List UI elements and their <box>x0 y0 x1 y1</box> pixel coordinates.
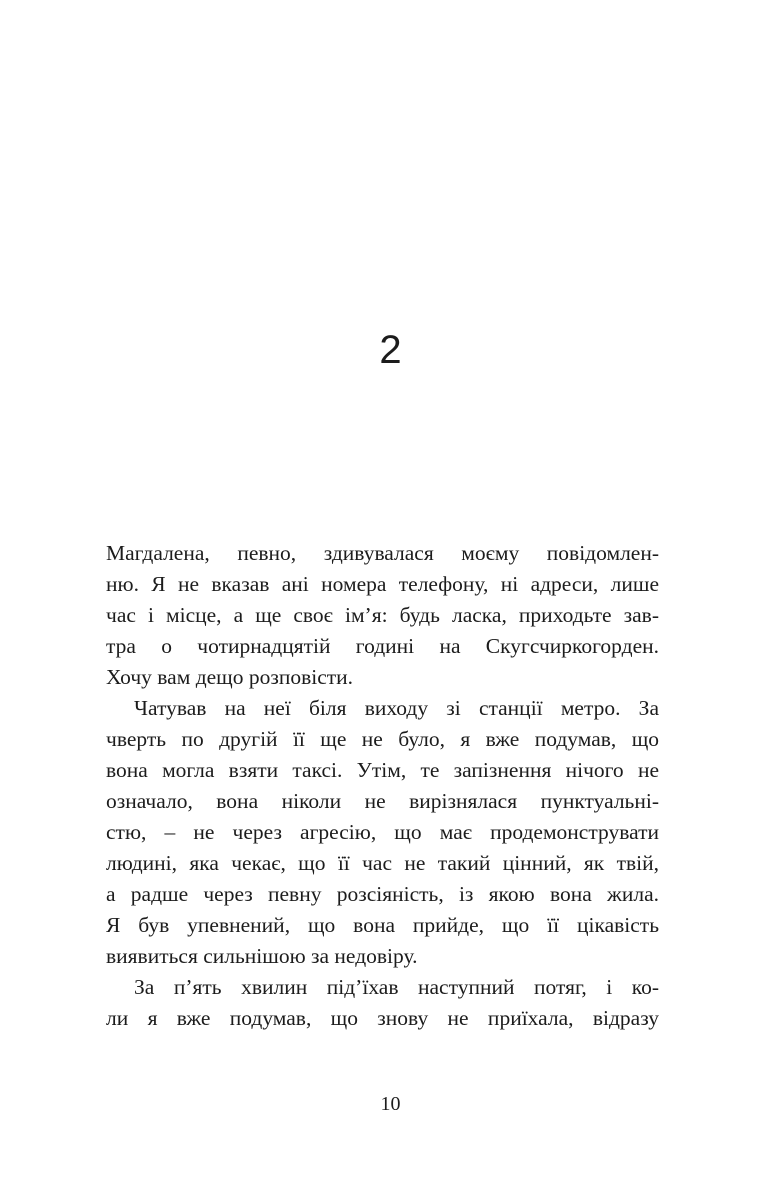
text-line: Магдалена, певно, здивувалася моєму повідомлен- <box>106 541 659 565</box>
text-line: ли я вже подумав, що знову не приїхала, відразу <box>106 1006 659 1030</box>
text-line: виявиться сильнішою за недовіру. <box>106 944 418 968</box>
text-line: означало, вона ніколи не вирізнялася пунктуальні- <box>106 789 659 813</box>
text-line: вона могла взяти таксі. Утім, те запізнення нічого не <box>106 758 659 782</box>
text-line: За п’ять хвилин під’їхав наступний потяг, і ко- <box>134 975 659 999</box>
text-line: Чатував на неї біля виходу зі станції метро. За <box>134 696 659 720</box>
text-line: чверть по другій її ще не було, я вже подумав, що <box>106 727 659 751</box>
chapter-number: 2 <box>379 328 402 372</box>
text-line: ню. Я не вказав ані номера телефону, ні адреси, лише <box>106 572 659 596</box>
text-line: а радше через певну розсіяність, із якою вона жила. <box>106 882 659 906</box>
text-line: Я був упевнений, що вона прийде, що її цікавість <box>106 913 659 937</box>
text-line: стю, – не через агресію, що має продемонструвати <box>106 820 659 844</box>
text-line: час і місце, а ще своє ім’я: будь ласка, приходьте зав- <box>106 603 659 627</box>
body-text <box>106 538 659 1034</box>
text-line: тра о чотирнадцятій годині на Скугсчиркогорден. <box>106 634 659 658</box>
text-line: людині, яка чекає, що її час не такий цінний, як твій, <box>106 851 659 875</box>
text-line: Хочу вам дещо розповісти. <box>106 665 354 689</box>
page-number: 10 <box>380 1093 401 1115</box>
